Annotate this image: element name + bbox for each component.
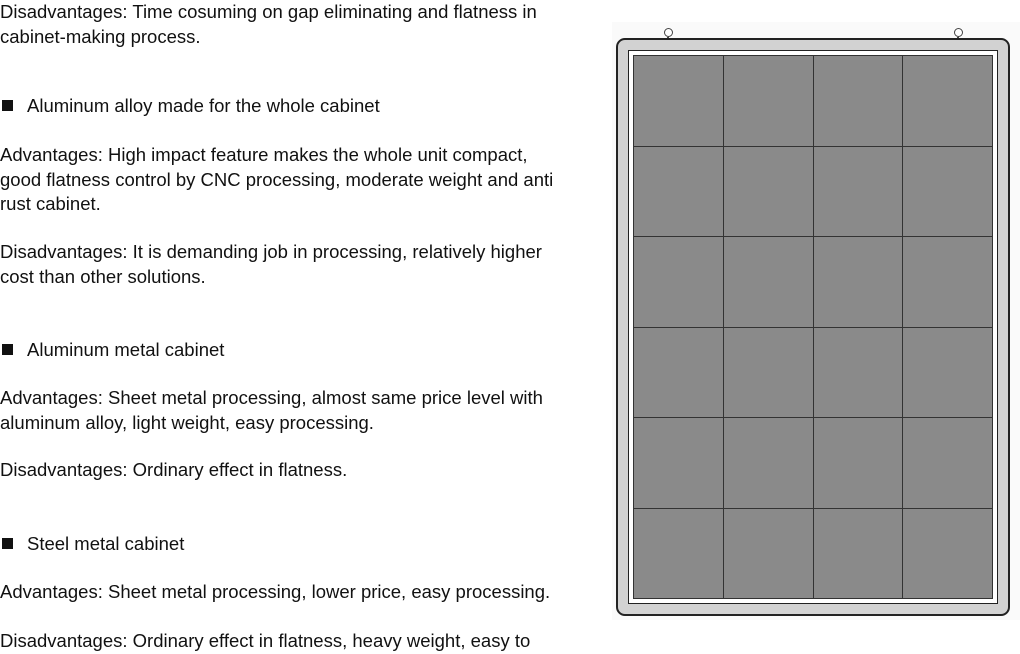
cabinet-figure: [612, 22, 1020, 620]
led-module: [634, 147, 724, 238]
module-grid: [633, 55, 993, 599]
led-module: [724, 418, 814, 509]
led-module: [814, 418, 904, 509]
paragraph-metal-disadvantages: Disadvantages: Ordinary effect in flatness.: [0, 459, 348, 480]
cabinet-frame: [616, 38, 1010, 616]
heading-aluminum-metal: Aluminum metal cabinet: [2, 338, 224, 363]
led-module: [634, 509, 724, 600]
led-module: [903, 328, 993, 419]
heading-steel-metal: Steel metal cabinet: [2, 532, 184, 557]
square-bullet-icon: [2, 100, 13, 111]
led-module: [903, 509, 993, 600]
led-module: [634, 56, 724, 147]
paragraph-disadvantages-gap: Disadvantages: Time cosuming on gap eliminating and flatness in cabinet-making process.: [0, 1, 537, 47]
led-module: [814, 237, 904, 328]
hanging-hook-icon: [954, 28, 963, 37]
hanging-hook-icon: [664, 28, 673, 37]
led-module: [724, 147, 814, 238]
led-module: [903, 56, 993, 147]
led-module: [724, 237, 814, 328]
square-bullet-icon: [2, 538, 13, 549]
led-module: [814, 328, 904, 419]
led-module: [724, 509, 814, 600]
led-module: [724, 56, 814, 147]
led-module: [814, 147, 904, 238]
led-module: [903, 418, 993, 509]
heading-aluminum-alloy: Aluminum alloy made for the whole cabinet: [2, 94, 380, 119]
paragraph-metal-advantages: Advantages: Sheet metal processing, almost same price level with aluminum alloy, light weight, easy processing.: [0, 387, 543, 433]
cabinet-panel: [628, 50, 998, 604]
led-module: [724, 328, 814, 419]
paragraph-steel-advantages: Advantages: Sheet metal processing, lower price, easy processing.: [0, 581, 551, 602]
led-module: [634, 237, 724, 328]
led-module: [903, 237, 993, 328]
led-module: [634, 418, 724, 509]
led-module: [903, 147, 993, 238]
paragraph-alloy-advantages: Advantages: High impact feature makes the whole unit compact, good flatness control by CNC processing, moderate weight and anti rust cabinet.: [0, 144, 554, 214]
led-module: [634, 328, 724, 419]
paragraph-alloy-disadvantages: Disadvantages: It is demanding job in processing, relatively higher cost than other solutions.: [0, 241, 542, 287]
paragraph-steel-disadvantages: Disadvantages: Ordinary effect in flatness, heavy weight, easy to: [0, 630, 531, 651]
led-module: [814, 56, 904, 147]
square-bullet-icon: [2, 344, 13, 355]
led-module: [814, 509, 904, 600]
